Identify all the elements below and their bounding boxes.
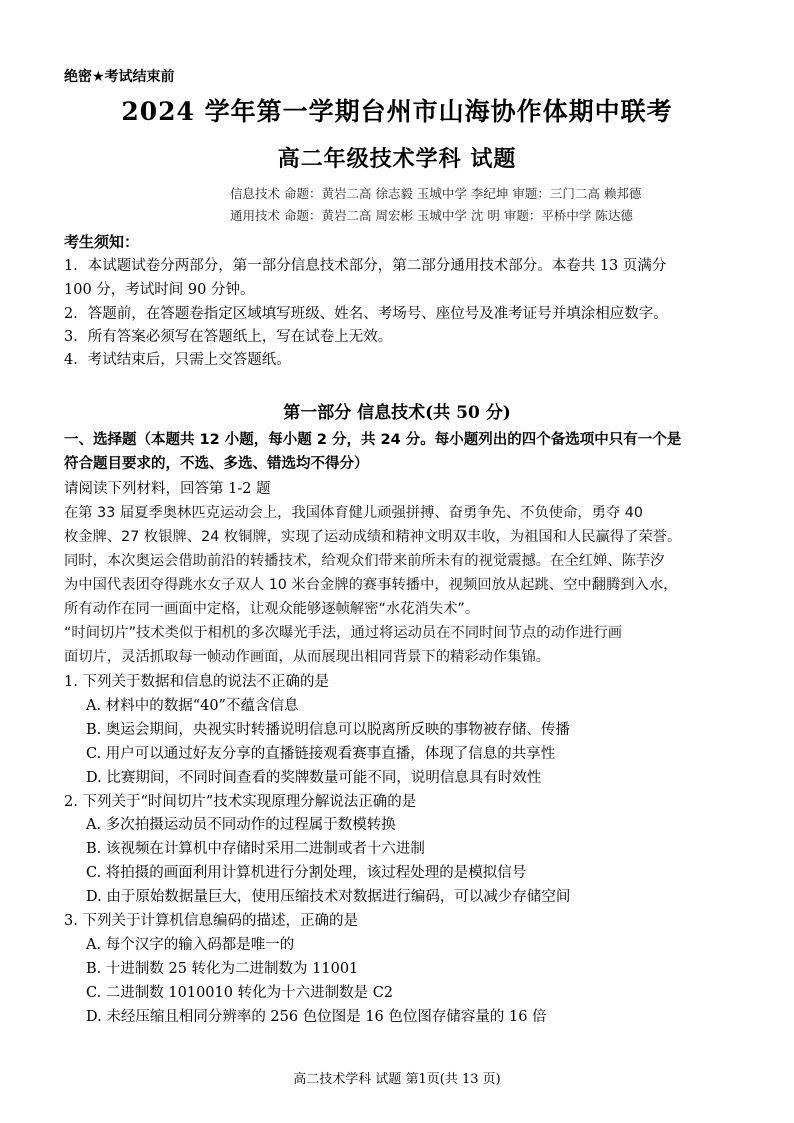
- question-option: C. 将拍摄的画面利用计算机进行分割处理，该过程处理的是模拟信号: [86, 865, 527, 881]
- page-footer: 高二技术学科 试题 第1页(共 13 页): [293, 1072, 501, 1087]
- passage-line: 枚金牌、27 枚银牌、24 枚铜牌，实现了运动成绩和精神文明双丰收，为祖国和人民赢得了荣誉。: [64, 529, 682, 545]
- notice-line: 100 分，考试时间 90 分钟。: [64, 282, 255, 298]
- notice-line: 2．答题前，在答题卷指定区域填写班级、姓名、考场号、座位号及准考证号并填涂相应数字。: [64, 306, 668, 322]
- question-option: D. 未经压缩且相同分辨率的 256 色位图是 16 色位图存储容量的 16 倍: [86, 1009, 547, 1025]
- section-heading: 一、选择题（本题共 12 小题，每小题 2 分，共 24 分。每小题列出的四个备选项中只有一个是: [64, 432, 682, 448]
- material-intro: 请阅读下列材料，回答第 1-2 题: [64, 481, 271, 497]
- author-line-info: 信息技术 命题：黄岩二高 徐志毅 玉城中学 李纪坤 审题：三门二高 赖邦德: [230, 186, 642, 201]
- question-option: B. 奥运会期间，央视实时转播说明信息可以脱离所反映的事物被存储、传播: [86, 722, 570, 738]
- section-heading-cont: 符合题目要求的，不选、多选、错选均不得分）: [64, 456, 369, 472]
- question-option: A. 材料中的数据“40”不蕴含信息: [86, 698, 299, 714]
- question-option: A. 每个汉字的输入码都是唯一的: [86, 937, 295, 953]
- question-option: C. 二进制数 1010010 转化为十六进制数是 C2: [86, 985, 394, 1001]
- passage-line: 所有动作在同一画面中定格，让观众能够逐帧解密“水花消失术”。: [64, 601, 480, 617]
- passage-line: 面切片，灵活抓取每一帧动作画面，从而展现出相同背景下的精彩动作集锦。: [64, 649, 551, 665]
- part-title: 第一部分 信息技术(共 50 分): [283, 403, 511, 423]
- passage-line: 为中国代表团夺得跳水女子双人 10 米台金牌的赛事转播中，视频回放从起跳、空中翻腾到入水，: [64, 577, 678, 593]
- author-line-general: 通用技术 命题：黄岩二高 周宏彬 玉城中学 沈 明 审题：平桥中学 陈达德: [230, 208, 633, 223]
- passage-line: 在第 33 届夏季奥林匹克运动会上，我国体育健儿顽强拼搏、奋勇争先、不负使命，勇夺 40: [64, 505, 643, 521]
- notice-heading: 考生须知：: [64, 233, 140, 251]
- exam-title: 2024 学年第一学期台州市山海协作体期中联考: [121, 97, 673, 126]
- notice-line: 4．考试结束后，只需上交答题纸。: [64, 352, 291, 368]
- question-stem: 1. 下列关于数据和信息的说法不正确的是: [64, 674, 329, 690]
- question-stem: 3. 下列关于计算机信息编码的描述，正确的是: [64, 913, 358, 929]
- passage-line: 同时，本次奥运会借助前沿的转播技术，给观众们带来前所未有的视觉震撼。在全红婵、陈芋汐: [64, 553, 665, 569]
- question-stem: 2. 下列关于“时间切片”技术实现原理分解说法正确的是: [64, 794, 417, 810]
- question-option: C. 用户可以通过好友分享的直播链接观看赛事直播，体现了信息的共享性: [86, 746, 556, 762]
- notice-line: 1．本试题试卷分两部分，第一部分信息技术部分，第二部分通用技术部分。本卷共 13 页满分: [64, 258, 667, 274]
- question-option: B. 该视频在计算机中存储时采用二进制或者十六进制: [86, 841, 425, 857]
- question-option: D. 由于原始数据量巨大，使用压缩技术对数据进行编码，可以减少存储空间: [86, 889, 571, 905]
- question-option: B. 十进制数 25 转化为二进制数为 11001: [86, 961, 359, 977]
- question-option: A. 多次拍摄运动员不同动作的过程属于数模转换: [86, 817, 396, 833]
- question-option: D. 比赛期间，不同时间查看的奖牌数量可能不同，说明信息具有时效性: [86, 770, 542, 786]
- exam-subtitle: 高二年级技术学科 试题: [277, 146, 517, 172]
- notice-line: 3．所有答案必须写在答题纸上，写在试卷上无效。: [64, 329, 393, 345]
- passage-line: “时间切片”技术类似于相机的多次曝光手法，通过将运动员在不同时间节点的动作进行画: [64, 625, 623, 641]
- confidential-label: 绝密★考试结束前: [64, 69, 175, 85]
